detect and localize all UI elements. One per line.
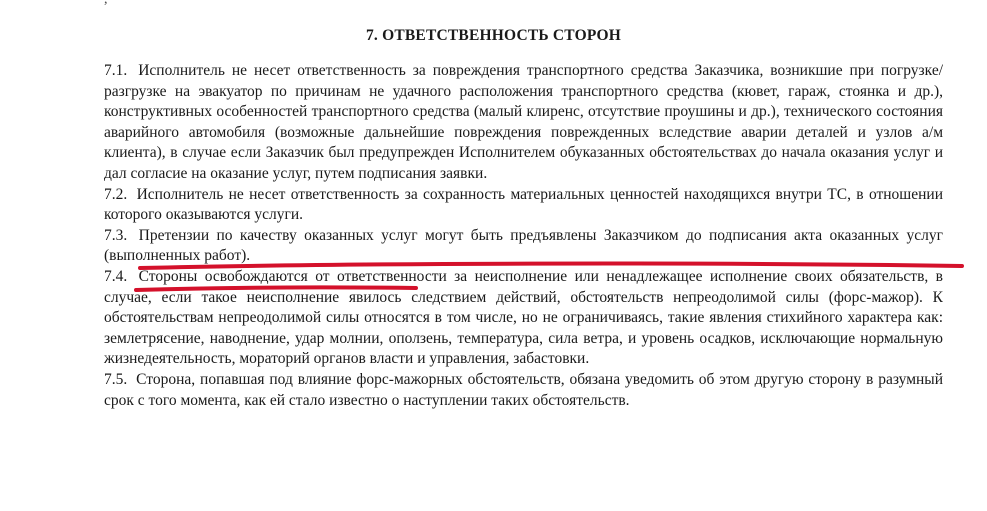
section-body: [104, 61, 943, 411]
paragraph-7-2: [104, 185, 943, 226]
paragraph-text: Претензии по качеству оказанных услуг могут быть предъявлены Заказчиком до подписания акта оказанных услуг (выполненных работ).: [104, 226, 943, 265]
paragraph-7-4: [104, 267, 943, 370]
paragraph-text: Сторона, попавшая под влияние форс-мажорных обстоятельств, обязана уведомить об этом другую сторону в разумный срок с того момента, как ей стало известно о наступлении таких обстоятельств.: [104, 370, 944, 409]
paragraph-number: 7.4.: [104, 267, 128, 285]
paragraph-number: 7.3.: [104, 226, 128, 244]
top-mark: [104, 0, 108, 8]
paragraph-text: Стороны освобождаются от ответственности за неисполнение или ненадлежащее исполнение своих обязательств, в случае, если такое неисполнение явилось следствием действий, обстоятельств непреодолимой силы (форс-мажор). К обстоятельствам непреодолимой силы относятся в том числе, но не ограничиваясь, такие явления стихийного характера как: землетрясение, наводнение, удар молнии, оползень, температура, сила ветра, и уровень осадков, исключающие нормальную жизнедеятельность, мораторий органов власти и управления, забастовки.: [104, 267, 943, 368]
paragraph-7-1: [104, 61, 943, 185]
section-title: 7. ОТВЕТСТВЕННОСТЬ СТОРОН: [365, 27, 621, 44]
paragraph-7-5: [104, 370, 943, 411]
paragraph-text: Исполнитель не несет ответственность за сохранность материальных ценностей находящихся внутри ТС, в отношении которого оказываются услуги.: [104, 185, 944, 224]
paragraph-7-3: [104, 226, 943, 267]
paragraph-number: 7.2.: [104, 185, 128, 203]
paragraph-text: Исполнитель не несет ответственность за повреждения транспортного средства Заказчика, возникшие при погрузке/разгрузке на эвакуатор по причинам не удачного расположения транспортного средства (кювет, гараж, стоянка и др.), конструктивных особенностей транспортного средства (малый клиренс, отсутствие проушины и др.), технического состояния аварийного автомобиля (возможные дальнейшие повреждения поврежденных вследствие аварии деталей и узлов а/м клиента), в случае если Заказчик был предупрежден Исполнителем обуказанных обстоятельствах до начала оказания услуг и дал согласие на оказание услуг, путем подписания заявки.: [104, 62, 944, 182]
paragraph-number: 7.5.: [104, 370, 128, 388]
paragraph-number: 7.1.: [104, 62, 128, 79]
